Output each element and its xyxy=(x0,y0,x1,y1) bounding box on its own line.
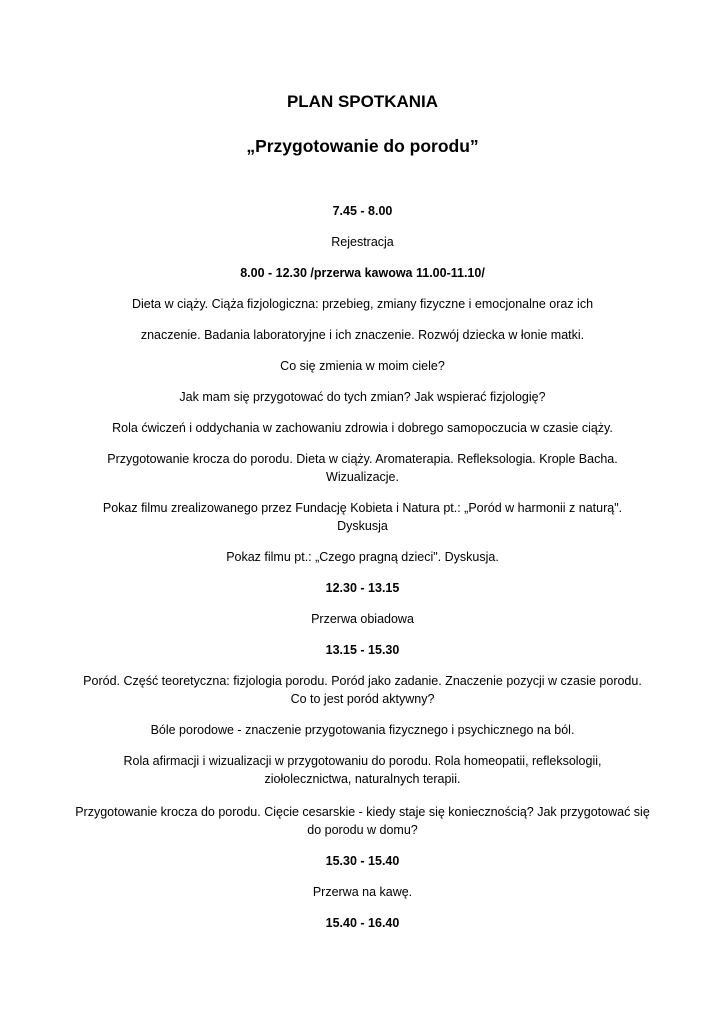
agenda-item: Poród. Część teoretyczna: fizjologia porodu. Poród jako zadanie. Znaczenie pozycji w czasie porodu. xyxy=(83,674,642,688)
agenda-item: Wizualizacje. xyxy=(326,470,399,484)
time-slot: 12.30 - 13.15 xyxy=(325,581,400,595)
agenda-item: Rola ćwiczeń i oddychania w zachowaniu zdrowia i dobrego samopoczucia w czasie ciąży. xyxy=(112,421,613,435)
agenda-item: Rola afirmacji i wizualizacji w przygotowaniu do porodu. Rola homeopatii, refleksologii, xyxy=(123,754,602,768)
agenda-item: Przerwa na kawę. xyxy=(312,885,413,899)
agenda-item: Co to jest poród aktywny? xyxy=(290,692,435,706)
agenda-item: Pokaz filmu zrealizowanego przez Fundację Kobieta i Natura pt.: „Poród w harmonii z naturą". xyxy=(102,501,623,515)
agenda-item: Przygotowanie krocza do porodu. Cięcie cesarskie - kiedy staje się koniecznością? Jak przygotować się xyxy=(75,805,650,819)
agenda-item: do porodu w domu? xyxy=(307,823,418,837)
agenda-item: Jak mam się przygotować do tych zmian? Jak wspierać fizjologię? xyxy=(179,390,546,404)
page-title: PLAN SPOTKANIA xyxy=(286,92,439,111)
time-slot: 15.40 - 16.40 xyxy=(325,916,400,930)
agenda-item: znaczenie. Badania laboratoryjne i ich znaczenie. Rozwój dziecka w łonie matki. xyxy=(140,328,585,342)
agenda-item: Przygotowanie krocza do porodu. Dieta w ciąży. Aromaterapia. Refleksologia. Krople Bacha. xyxy=(107,452,618,466)
page-subtitle: „Przygotowanie do porodu” xyxy=(246,136,479,156)
agenda-item: Dyskusja xyxy=(337,519,388,533)
agenda-item: ziołolecznictwa, naturalnych terapii. xyxy=(264,772,461,786)
time-slot: 13.15 - 15.30 xyxy=(325,643,400,657)
agenda-item: Dieta w ciąży. Ciąża fizjologiczna: przebieg, zmiany fizyczne i emocjonalne oraz ich xyxy=(131,297,594,311)
agenda-item: Przerwa obiadowa xyxy=(311,612,414,626)
time-slot: 15.30 - 15.40 xyxy=(325,854,400,868)
agenda-item: Rejestracja xyxy=(331,235,394,249)
agenda-item: Bóle porodowe - znaczenie przygotowania fizycznego i psychicznego na ból. xyxy=(150,723,575,737)
time-slot: 8.00 - 12.30 /przerwa kawowa 11.00-11.10/ xyxy=(240,266,485,280)
agenda-item: Co się zmienia w moim ciele? xyxy=(280,359,445,373)
agenda-item: Pokaz filmu pt.: „Czego pragną dzieci". Dyskusja. xyxy=(226,550,499,564)
time-slot: 7.45 - 8.00 xyxy=(332,204,393,218)
